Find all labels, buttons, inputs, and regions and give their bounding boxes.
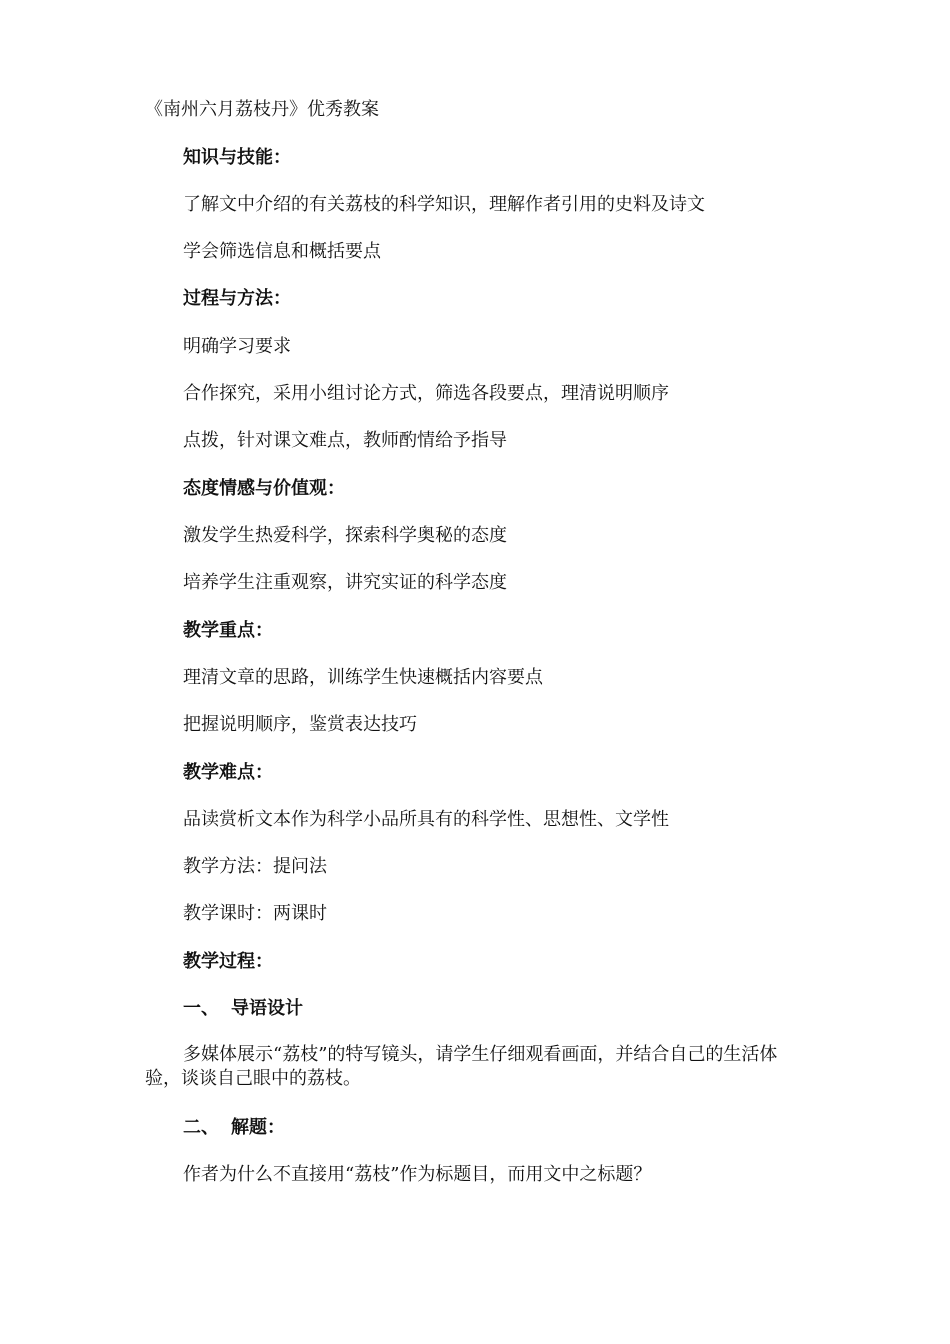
heading-difficulty: 教学难点： <box>183 762 273 783</box>
key-point-1: 理清文章的思路，训练学生快速概括内容要点 <box>183 667 543 688</box>
difficulty-item-1: 品读赏析文本作为科学小品所具有的科学性、思想性、文学性 <box>183 809 669 830</box>
process-item-3: 点拨，针对课文难点，教师酌情给予指导 <box>183 430 507 451</box>
process-item-2: 合作探究，采用小组讨论方式，筛选各段要点，理清说明顺序 <box>183 383 669 404</box>
section-2-title: 解题： <box>231 1117 285 1138</box>
key-point-2: 把握说明顺序，鉴赏表达技巧 <box>183 714 417 735</box>
attitude-item-2: 培养学生注重观察，讲究实证的科学态度 <box>183 572 507 593</box>
heading-key-points: 教学重点： <box>183 620 273 641</box>
knowledge-item-2: 学会筛选信息和概括要点 <box>183 241 381 262</box>
teaching-method: 教学方法：提问法 <box>183 856 327 877</box>
section-2-heading <box>183 1116 285 1140</box>
heading-attitude-values: 态度情感与价值观： <box>183 478 345 499</box>
section-1-title: 导语设计 <box>231 998 303 1019</box>
document-title: 《南州六月荔枝丹》优秀教案 <box>145 99 379 120</box>
section-2-number: 二、 <box>183 1117 219 1138</box>
heading-knowledge-skills: 知识与技能： <box>183 147 291 168</box>
section-1-text: 多媒体展示“荔枝”的特写镜头，请学生仔细观看画面，并结合自己的生活体验，谈谈自己眼中的荔枝。 <box>145 1044 778 1089</box>
section-1-heading <box>183 997 303 1021</box>
attitude-item-1: 激发学生热爱科学，探索科学奥秘的态度 <box>183 525 507 546</box>
heading-process-method: 过程与方法： <box>183 288 291 309</box>
heading-teaching-procedure: 教学过程： <box>183 951 273 972</box>
knowledge-item-1: 了解文中介绍的有关荔枝的科学知识，理解作者引用的史料及诗文 <box>183 194 705 215</box>
process-item-1: 明确学习要求 <box>183 336 291 357</box>
section-1-number: 一、 <box>183 998 219 1019</box>
teaching-hours: 教学课时：两课时 <box>183 903 327 924</box>
section-2-text: 作者为什么不直接用“荔枝”作为标题目，而用文中之标题？ <box>183 1164 652 1185</box>
